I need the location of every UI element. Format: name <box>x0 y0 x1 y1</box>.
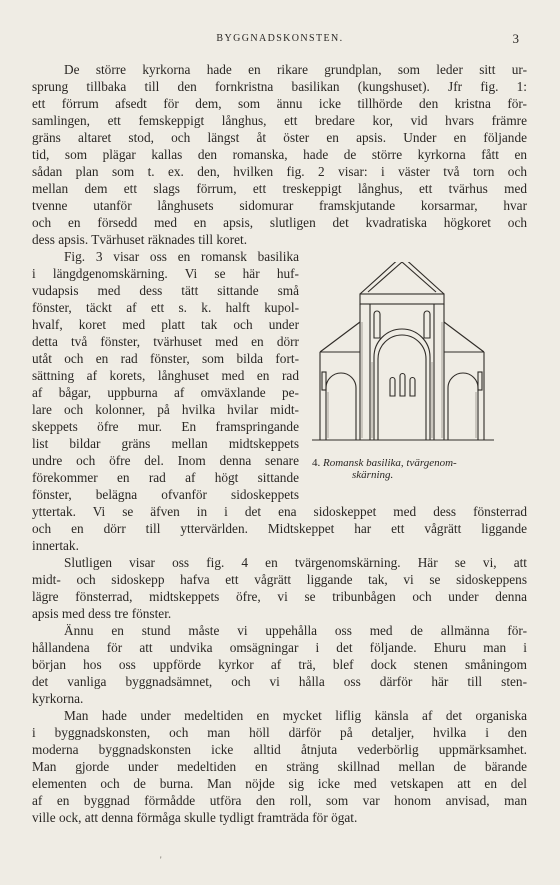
text-line: elementen och de burna. Man nöjde sig icke med vetskapen att en del <box>32 776 527 791</box>
text-line: Ännu en stund måste vi uppehålla oss med de allmänna för- <box>64 623 527 638</box>
text-line: vudapsis med dess tätt sittande små <box>32 283 299 298</box>
figure-caption <box>312 457 532 469</box>
text-line: samlingen, ett femskeppigt långhus, ett bredare kor, vid hvars främre <box>32 113 527 128</box>
text-line: början hos oss uppförde kyrkor af trä, blef dock stenen småningom <box>32 657 527 672</box>
text-line: och en dörr till yttervärlden. Midtskeppet har ett vågrätt liggande <box>32 521 527 536</box>
text-line: lare och kolonner, på hvilka hvilar midt- <box>32 402 299 417</box>
text-line: fönster, belägna ofvanför sidoskeppets <box>32 487 299 502</box>
text-line: Slutligen visar oss fig. 4 en tvärgenomskärning. Här se vi, att <box>64 555 527 570</box>
text-line: gräns altaret stod, och längst åt öster en apsis. Under en följande <box>32 130 527 145</box>
text-line: tvenne utanför långhusets sidomurar framskjutande korsarmar, hvar <box>32 198 527 213</box>
text-line: skeppets öfre mur. En framspringande <box>32 419 299 434</box>
figure-caption-continued: skärning. <box>352 469 394 481</box>
text-line: moderna byggnadskonsten icke alltid åtnjuta vederbörlig uppmärksamhet. <box>32 742 527 757</box>
figure-number: 4. <box>312 457 321 469</box>
text-line: dess apsis. Tvärhuset räknades till koret. <box>32 232 248 247</box>
text-line: förekommer en rad af högt sittande <box>32 470 299 485</box>
text-line: ville ock, att denna förmåga skulle tydligt framträda för ögat. <box>32 810 358 825</box>
text-line: Man hade under medeltiden en mycket liflig känsla af det organiska <box>64 708 527 723</box>
text-line: De större kyrkorna hade en rikare grundplan, som leder sitt ur- <box>64 62 527 77</box>
text-line: Fig. 3 visar oss en romansk basilika <box>64 249 299 264</box>
text-line: fönster, täckt af ett s. k. halft kupol- <box>32 300 299 315</box>
text-line: midt- och sidoskepp hafva ett vågrätt liggande tak, vi se sidoskeppens <box>32 572 527 587</box>
stray-mark: ' <box>160 855 162 865</box>
page-number: 3 <box>512 31 519 46</box>
text-line: sättning af korets, långhuset med en rad <box>32 368 299 383</box>
text-line: lägre fönsterrad, midtskeppets öfre, vi se tribunbågen och under denna <box>32 589 527 604</box>
basilica-cross-section-illustration <box>308 262 530 478</box>
text-line: sprung tillbaka till den fornkristna basilikan (kungshuset). Jfr fig. 1: <box>32 79 527 94</box>
text-line: och en försedd med en apsis, slutligen det kvadratiska högkoret och <box>32 215 527 230</box>
text-line: kyrkorna. <box>32 691 84 706</box>
text-line: undre och öfre del. Inom denna senare <box>32 453 299 468</box>
text-line: det vanliga byggnadsämnet, och vi hålla oss därför här till sten- <box>32 674 527 689</box>
text-line: ett förrum afsedt för dem, som ännu icke tillhörde den kristna för- <box>32 96 527 111</box>
text-line: sådan plan som t. ex. den, hvilken fig. 2 visar: i väster två torn och <box>32 164 527 179</box>
running-title: BYGGNADSKONSTEN. <box>216 33 344 44</box>
text-line: hvalf, koret med platt tak och under <box>32 317 299 332</box>
text-line: hållandena för att undvika omsägningar i det följande. Ehuru man i <box>32 640 527 655</box>
text-line: mellan dem ett slags förrum, ett treskeppigt långhus, ett tvärhus med <box>32 181 527 196</box>
text-line: list bildar gräns mellan midtskeppets <box>32 436 299 451</box>
figure-caption-text: Romansk basilika, tvärgenom- <box>323 457 457 469</box>
text-line: af bågar, uppburna af omväxlande pe- <box>32 385 299 400</box>
text-line: tid, som plägar kallas den romanska, hade de större kyrkorna fått en <box>32 147 527 162</box>
text-line: i byggnadskonsten, och man höll därför på detaljer, hvilka i den <box>32 725 527 740</box>
text-line: af en byggnad förmådde utföra den roll, som var honom anvisad, man <box>32 793 527 808</box>
text-line: utåt och en rad fönster, som bilda fort- <box>32 351 299 366</box>
text-line: apsis med dess tre fönster. <box>32 606 172 621</box>
text-line: detta två fönster, tvärhuset med en dörr <box>32 334 299 349</box>
text-line: yttertak. Vi se äfven in i det ena sidoskeppet med dess fönsterrad <box>32 504 527 519</box>
text-line: innertak. <box>32 538 79 553</box>
text-line: i längdgenomskärning. Vi se här huf- <box>32 266 299 281</box>
text-line: Man gjorde under medeltiden en sträng skillnad mellan de bärande <box>32 759 527 774</box>
